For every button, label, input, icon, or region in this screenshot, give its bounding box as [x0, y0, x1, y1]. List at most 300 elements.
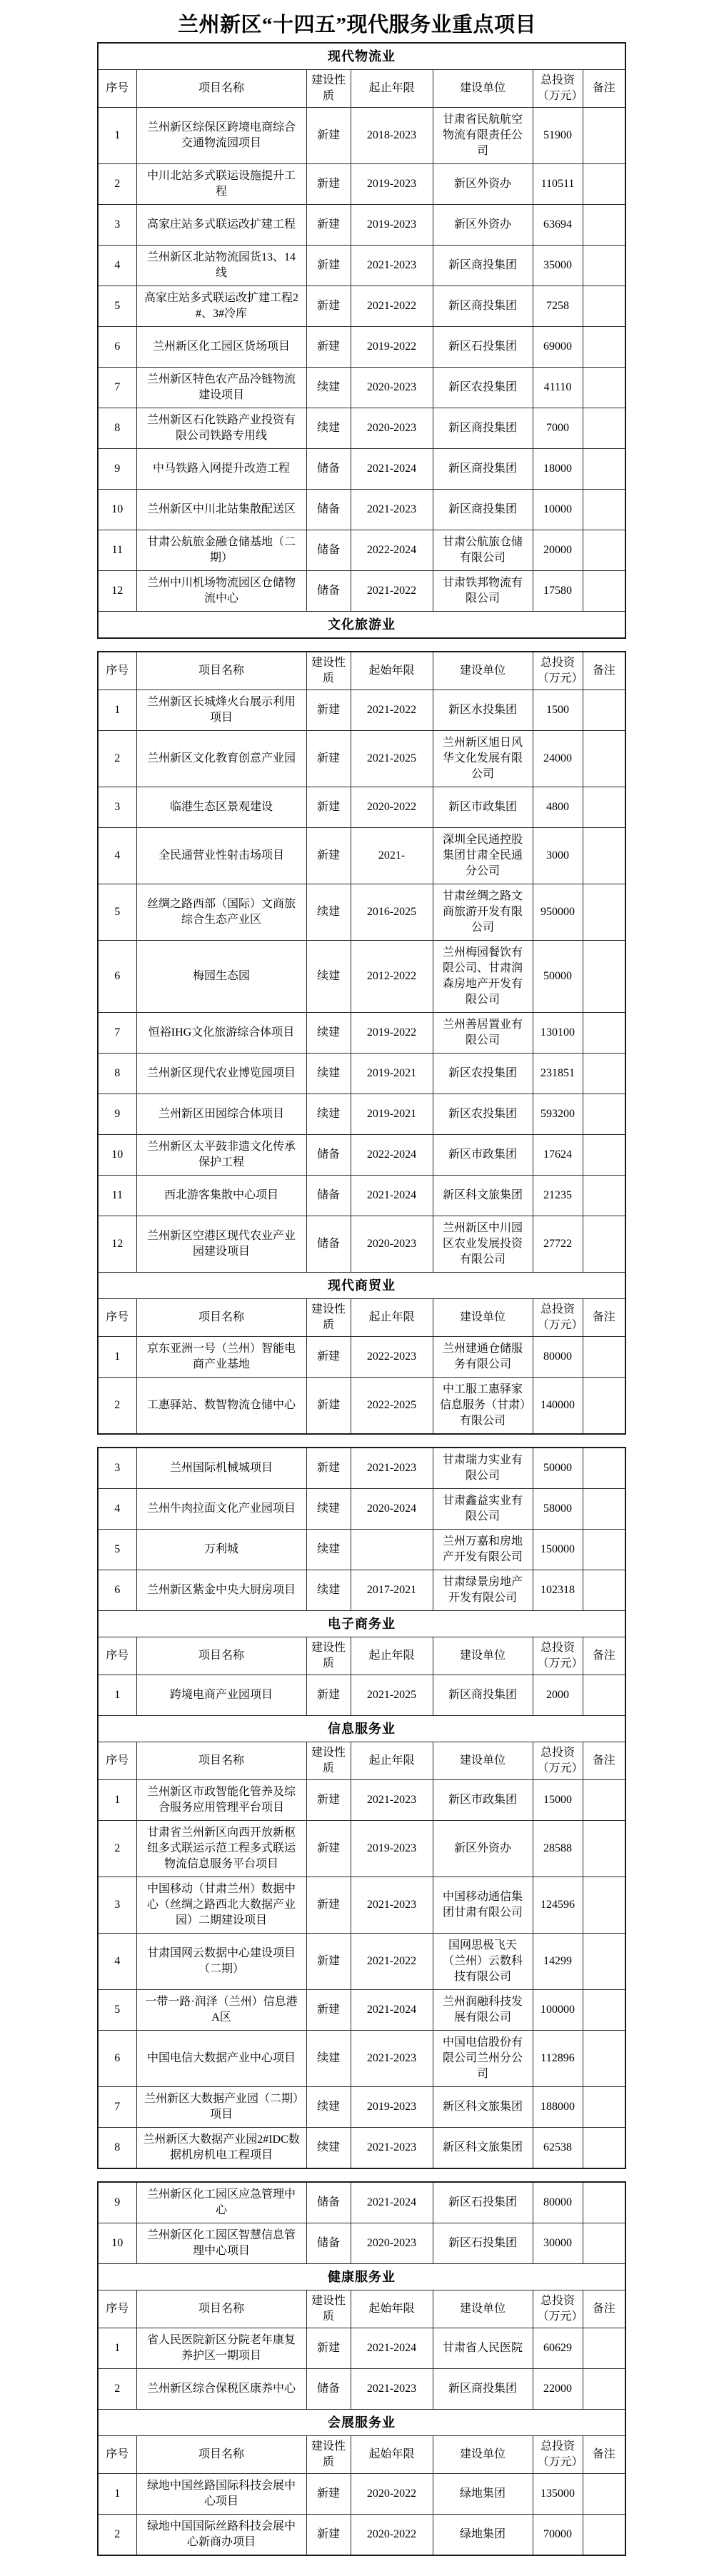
- col-project-name: 临港生态区景观建设: [136, 787, 306, 828]
- col-build-unit: 新区商投集团: [433, 449, 533, 490]
- header-col-project-name: 项目名称: [136, 2290, 306, 2328]
- col-seq: 6: [98, 941, 136, 1013]
- col-investment: 14299: [533, 1934, 583, 1990]
- header-col-investment: 总投资（万元）: [533, 652, 583, 690]
- header-col-build-unit: 建设单位: [433, 652, 533, 690]
- col-remarks: [583, 884, 625, 941]
- col-remarks: [583, 408, 625, 449]
- project-data-row: [98, 1337, 625, 1378]
- col-remarks: [583, 2087, 625, 2128]
- section-title: 健康服务业: [98, 2264, 625, 2290]
- col-build-nature: 新建: [306, 164, 351, 205]
- col-build-unit: 兰州梅园餐饮有限公司、甘肃润森房地产开发有限公司: [433, 941, 533, 1013]
- section-title-row: [98, 1716, 625, 1742]
- header-col-build-unit: 建设单位: [433, 1637, 533, 1675]
- col-years: 2021-2024: [351, 1990, 433, 2031]
- col-investment: 70000: [533, 2515, 583, 2556]
- col-years: 2021-2022: [351, 286, 433, 327]
- header-col-build-nature: 建设性质: [306, 652, 351, 690]
- col-project-name: 万利城: [136, 1530, 306, 1570]
- col-seq: 1: [98, 1780, 136, 1821]
- col-remarks: [583, 2369, 625, 2410]
- col-investment: 593200: [533, 1094, 583, 1135]
- col-investment: 50000: [533, 941, 583, 1013]
- projects-table-block-4: [97, 2181, 626, 2556]
- col-project-name: 兰州新区综保区跨境电商综合交通物流园项目: [136, 108, 306, 164]
- col-seq: 9: [98, 1094, 136, 1135]
- col-project-name: 兰州新区特色农产品冷链物流建设项目: [136, 368, 306, 408]
- col-seq: 3: [98, 1448, 136, 1489]
- col-project-name: 兰州新区文化教育创意产业园: [136, 731, 306, 787]
- col-years: 2021-2025: [351, 1675, 433, 1716]
- col-remarks: [583, 1990, 625, 2031]
- col-build-nature: 续建: [306, 368, 351, 408]
- col-build-nature: 储备: [306, 530, 351, 571]
- col-build-unit: 新区商投集团: [433, 408, 533, 449]
- col-project-name: 兰州新区北站物流园货13、14线: [136, 246, 306, 286]
- col-investment: 58000: [533, 1489, 583, 1530]
- col-project-name: 高家庄站多式联运改扩建工程: [136, 205, 306, 246]
- col-seq: 4: [98, 246, 136, 286]
- project-data-row: [98, 2031, 625, 2087]
- col-years: 2021-2023: [351, 2369, 433, 2410]
- col-build-nature: 续建: [306, 884, 351, 941]
- header-col-build-nature: 建设性质: [306, 1299, 351, 1337]
- header-col-seq: 序号: [98, 2436, 136, 2474]
- col-project-name: 西北游客集散中心项目: [136, 1176, 306, 1216]
- col-project-name: 甘肃省兰州新区向西开放新枢纽多式联运示范工程多式联运物流信息服务平台项目: [136, 1821, 306, 1877]
- col-build-unit: 新区石投集团: [433, 2182, 533, 2223]
- col-build-unit: 新区石投集团: [433, 327, 533, 368]
- col-years: 2021-2023: [351, 2128, 433, 2169]
- col-build-nature: 续建: [306, 1570, 351, 1611]
- col-seq: 2: [98, 2515, 136, 2556]
- col-project-name: 绿地中国丝路国际科技会展中心项目: [136, 2474, 306, 2515]
- col-project-name: 兰州新区大数据产业园2#IDC数据机房机电工程项目: [136, 2128, 306, 2169]
- col-years: 2022-2024: [351, 1135, 433, 1176]
- column-header-row: [98, 70, 625, 108]
- project-data-row: [98, 1780, 625, 1821]
- col-years: 2021-2023: [351, 246, 433, 286]
- col-seq: 8: [98, 2128, 136, 2169]
- col-build-unit: 国网思极飞天（兰州）云数科技有限公司: [433, 1934, 533, 1990]
- header-col-build-nature: 建设性质: [306, 70, 351, 108]
- col-build-nature: 续建: [306, 941, 351, 1013]
- col-investment: 3000: [533, 828, 583, 884]
- col-remarks: [583, 1530, 625, 1570]
- col-build-unit: 甘肃鑫益实业有限公司: [433, 1489, 533, 1530]
- col-years: 2012-2022: [351, 941, 433, 1013]
- col-build-unit: 新区商投集团: [433, 1675, 533, 1716]
- col-investment: 27722: [533, 1216, 583, 1273]
- col-remarks: [583, 530, 625, 571]
- col-investment: 150000: [533, 1530, 583, 1570]
- col-investment: 24000: [533, 731, 583, 787]
- col-investment: 69000: [533, 327, 583, 368]
- col-investment: 60629: [533, 2328, 583, 2369]
- col-build-unit: 新区商投集团: [433, 2369, 533, 2410]
- project-data-row: [98, 1877, 625, 1934]
- col-build-unit: 新区科文旅集团: [433, 2087, 533, 2128]
- col-build-nature: 储备: [306, 2369, 351, 2410]
- col-years: 2019-2021: [351, 1054, 433, 1094]
- column-header-row: [98, 1742, 625, 1780]
- col-remarks: [583, 1176, 625, 1216]
- header-col-build-unit: 建设单位: [433, 2436, 533, 2474]
- col-years: 2021-2024: [351, 1176, 433, 1216]
- col-project-name: 兰州新区中川北站集散配送区: [136, 490, 306, 530]
- project-data-row: [98, 490, 625, 530]
- col-investment: 35000: [533, 246, 583, 286]
- header-col-seq: 序号: [98, 1299, 136, 1337]
- col-remarks: [583, 787, 625, 828]
- project-data-row: [98, 1530, 625, 1570]
- col-years: 2022-2025: [351, 1378, 433, 1435]
- col-build-unit: 兰州万嘉和房地产开发有限公司: [433, 1530, 533, 1570]
- col-seq: 4: [98, 1489, 136, 1530]
- col-build-nature: 续建: [306, 1054, 351, 1094]
- col-investment: 1500: [533, 690, 583, 731]
- col-build-nature: 续建: [306, 408, 351, 449]
- col-build-nature: 储备: [306, 1216, 351, 1273]
- header-col-project-name: 项目名称: [136, 70, 306, 108]
- col-seq: 4: [98, 828, 136, 884]
- col-years: 2021-2025: [351, 731, 433, 787]
- col-remarks: [583, 731, 625, 787]
- header-col-remarks: 备注: [583, 1742, 625, 1780]
- col-build-nature: 续建: [306, 1489, 351, 1530]
- project-data-row: [98, 205, 625, 246]
- col-remarks: [583, 108, 625, 164]
- col-seq: 3: [98, 205, 136, 246]
- col-build-nature: 新建: [306, 286, 351, 327]
- header-col-remarks: 备注: [583, 2290, 625, 2328]
- col-remarks: [583, 2182, 625, 2223]
- header-col-seq: 序号: [98, 1742, 136, 1780]
- col-build-unit: 兰州新区中川园区农业发展投资有限公司: [433, 1216, 533, 1273]
- col-build-unit: 新区科文旅集团: [433, 1176, 533, 1216]
- col-project-name: 全民通营业性射击场项目: [136, 828, 306, 884]
- col-build-nature: 续建: [306, 2128, 351, 2169]
- header-col-investment: 总投资（万元）: [533, 2436, 583, 2474]
- col-project-name: 省人民医院新区分院老年康复养护区一期项目: [136, 2328, 306, 2369]
- col-remarks: [583, 286, 625, 327]
- section-title: 现代商贸业: [98, 1273, 625, 1299]
- col-build-nature: 新建: [306, 1448, 351, 1489]
- col-investment: 80000: [533, 1337, 583, 1378]
- col-years: 2021-: [351, 828, 433, 884]
- col-investment: 28588: [533, 1821, 583, 1877]
- col-build-unit: 新区外资办: [433, 205, 533, 246]
- col-seq: 8: [98, 1054, 136, 1094]
- col-seq: 5: [98, 286, 136, 327]
- project-data-row: [98, 1934, 625, 1990]
- col-remarks: [583, 828, 625, 884]
- header-col-years: 起止年限: [351, 1637, 433, 1675]
- col-years: 2017-2021: [351, 1570, 433, 1611]
- document-page: [0, 9, 714, 2556]
- header-col-build-nature: 建设性质: [306, 2436, 351, 2474]
- col-years: 2016-2025: [351, 884, 433, 941]
- col-years: 2019-2023: [351, 205, 433, 246]
- col-project-name: 兰州牛肉拉面文化产业园项目: [136, 1489, 306, 1530]
- projects-table-block-3: [97, 1447, 626, 2169]
- project-data-row: [98, 2223, 625, 2264]
- col-seq: 2: [98, 164, 136, 205]
- col-project-name: 京东亚洲一号（兰州）智能电商产业基地: [136, 1337, 306, 1378]
- column-header-row: [98, 1299, 625, 1337]
- col-remarks: [583, 1337, 625, 1378]
- project-data-row: [98, 787, 625, 828]
- col-seq: 9: [98, 2182, 136, 2223]
- col-project-name: 兰州新区现代农业博览园项目: [136, 1054, 306, 1094]
- col-build-unit: 甘肃绿景房地产开发有限公司: [433, 1570, 533, 1611]
- col-build-unit: 中国移动通信集团甘肃有限公司: [433, 1877, 533, 1934]
- col-seq: 12: [98, 1216, 136, 1273]
- col-build-unit: 绿地集团: [433, 2474, 533, 2515]
- col-project-name: 中国电信大数据产业中心项目: [136, 2031, 306, 2087]
- header-col-project-name: 项目名称: [136, 2436, 306, 2474]
- header-col-investment: 总投资（万元）: [533, 1742, 583, 1780]
- col-build-unit: 新区外资办: [433, 164, 533, 205]
- col-build-nature: 新建: [306, 787, 351, 828]
- col-project-name: 兰州新区化工园区货场项目: [136, 327, 306, 368]
- project-data-row: [98, 246, 625, 286]
- col-build-unit: 新区市政集团: [433, 1135, 533, 1176]
- header-col-build-unit: 建设单位: [433, 2290, 533, 2328]
- header-col-project-name: 项目名称: [136, 1299, 306, 1337]
- section-title: 电子商务业: [98, 1611, 625, 1637]
- col-investment: 15000: [533, 1780, 583, 1821]
- col-years: 2021-2024: [351, 2182, 433, 2223]
- section-title-row: [98, 2410, 625, 2436]
- project-data-row: [98, 408, 625, 449]
- col-remarks: [583, 1780, 625, 1821]
- col-seq: 2: [98, 731, 136, 787]
- col-seq: 6: [98, 2031, 136, 2087]
- col-remarks: [583, 1675, 625, 1716]
- col-years: 2021-2024: [351, 449, 433, 490]
- project-data-row: [98, 2087, 625, 2128]
- project-data-row: [98, 1135, 625, 1176]
- col-years: 2021-2022: [351, 1934, 433, 1990]
- col-remarks: [583, 2031, 625, 2087]
- col-investment: 950000: [533, 884, 583, 941]
- header-col-build-unit: 建设单位: [433, 1299, 533, 1337]
- col-investment: 130100: [533, 1013, 583, 1054]
- col-investment: 100000: [533, 1990, 583, 2031]
- project-data-row: [98, 449, 625, 490]
- col-remarks: [583, 1054, 625, 1094]
- col-project-name: 兰州新区化工园区应急管理中心: [136, 2182, 306, 2223]
- col-years: 2018-2023: [351, 108, 433, 164]
- col-seq: 10: [98, 490, 136, 530]
- col-project-name: 跨境电商产业园项目: [136, 1675, 306, 1716]
- project-data-row: [98, 690, 625, 731]
- project-data-row: [98, 828, 625, 884]
- col-investment: 231851: [533, 1054, 583, 1094]
- col-seq: 5: [98, 884, 136, 941]
- col-remarks: [583, 2515, 625, 2556]
- column-header-row: [98, 2290, 625, 2328]
- col-build-unit: 中工服工惠驿家信息服务（甘肃）有限公司: [433, 1378, 533, 1435]
- col-build-unit: 新区石投集团: [433, 2223, 533, 2264]
- col-remarks: [583, 490, 625, 530]
- col-investment: 110511: [533, 164, 583, 205]
- col-remarks: [583, 327, 625, 368]
- col-build-unit: 甘肃铁邦物流有限公司: [433, 571, 533, 612]
- col-build-nature: 续建: [306, 1530, 351, 1570]
- header-col-years: 起止年限: [351, 1742, 433, 1780]
- col-build-nature: 储备: [306, 1135, 351, 1176]
- project-data-row: [98, 1570, 625, 1611]
- col-build-nature: 新建: [306, 1821, 351, 1877]
- col-seq: 1: [98, 1675, 136, 1716]
- col-investment: 7000: [533, 408, 583, 449]
- col-investment: 4800: [533, 787, 583, 828]
- header-col-project-name: 项目名称: [136, 1637, 306, 1675]
- col-build-nature: 新建: [306, 1990, 351, 2031]
- col-seq: 12: [98, 571, 136, 612]
- col-remarks: [583, 205, 625, 246]
- col-build-unit: 中国电信股份有限公司兰州分公司: [433, 2031, 533, 2087]
- col-years: 2021-2022: [351, 690, 433, 731]
- col-seq: 9: [98, 449, 136, 490]
- project-data-row: [98, 1489, 625, 1530]
- col-years: 2020-2024: [351, 1489, 433, 1530]
- col-project-name: 绿地中国国际丝路科技会展中心新商办项目: [136, 2515, 306, 2556]
- col-project-name: 兰州新区大数据产业园（二期）项目: [136, 2087, 306, 2128]
- col-project-name: 兰州新区紫金中央大厨房项目: [136, 1570, 306, 1611]
- col-remarks: [583, 2128, 625, 2169]
- col-seq: 7: [98, 368, 136, 408]
- project-data-row: [98, 164, 625, 205]
- col-years: 2019-2023: [351, 1821, 433, 1877]
- col-build-unit: 绿地集团: [433, 2515, 533, 2556]
- col-build-nature: 新建: [306, 1675, 351, 1716]
- col-investment: 80000: [533, 2182, 583, 2223]
- col-project-name: 兰州新区市政智能化管养及综合服务应用管理平台项目: [136, 1780, 306, 1821]
- col-build-nature: 储备: [306, 571, 351, 612]
- col-build-unit: 兰州善居置业有限公司: [433, 1013, 533, 1054]
- col-remarks: [583, 1135, 625, 1176]
- header-col-investment: 总投资（万元）: [533, 1299, 583, 1337]
- col-remarks: [583, 1877, 625, 1934]
- col-investment: 30000: [533, 2223, 583, 2264]
- col-project-name: 兰州新区太平鼓非遗文化传承保护工程: [136, 1135, 306, 1176]
- col-years: 2020-2022: [351, 787, 433, 828]
- col-investment: 140000: [533, 1378, 583, 1435]
- col-build-unit: 甘肃瑞力实业有限公司: [433, 1448, 533, 1489]
- col-project-name: 兰州新区田园综合体项目: [136, 1094, 306, 1135]
- col-build-nature: 新建: [306, 246, 351, 286]
- col-build-unit: 新区商投集团: [433, 246, 533, 286]
- col-seq: 6: [98, 1570, 136, 1611]
- col-investment: 2000: [533, 1675, 583, 1716]
- col-project-name: 丝绸之路西部（国际）文商旅综合生态产业区: [136, 884, 306, 941]
- col-investment: 112896: [533, 2031, 583, 2087]
- col-seq: 10: [98, 1135, 136, 1176]
- col-investment: 102318: [533, 1570, 583, 1611]
- col-seq: 2: [98, 1378, 136, 1435]
- project-data-row: [98, 1448, 625, 1489]
- col-project-name: 中川北站多式联运设施提升工程: [136, 164, 306, 205]
- col-seq: 10: [98, 2223, 136, 2264]
- col-build-nature: 新建: [306, 2515, 351, 2556]
- col-years: 2021-2023: [351, 1448, 433, 1489]
- col-build-nature: 新建: [306, 1378, 351, 1435]
- project-data-row: [98, 286, 625, 327]
- col-seq: 3: [98, 787, 136, 828]
- col-build-unit: 兰州润融科技发展有限公司: [433, 1990, 533, 2031]
- project-data-row: [98, 530, 625, 571]
- col-seq: 8: [98, 408, 136, 449]
- col-remarks: [583, 246, 625, 286]
- project-data-row: [98, 368, 625, 408]
- col-seq: 1: [98, 690, 136, 731]
- col-project-name: 一带一路·润泽（兰州）信息港A区: [136, 1990, 306, 2031]
- section-title: 现代物流业: [98, 43, 625, 70]
- col-project-name: 兰州中川机场物流园区仓储物流中心: [136, 571, 306, 612]
- project-data-row: [98, 2328, 625, 2369]
- col-build-unit: 新区市政集团: [433, 787, 533, 828]
- section-title-row: [98, 2264, 625, 2290]
- col-seq: 7: [98, 2087, 136, 2128]
- col-project-name: 兰州新区空港区现代农业产业园建设项目: [136, 1216, 306, 1273]
- col-remarks: [583, 164, 625, 205]
- col-investment: 18000: [533, 449, 583, 490]
- column-header-row: [98, 1637, 625, 1675]
- col-seq: 1: [98, 2474, 136, 2515]
- col-project-name: 兰州新区综合保税区康养中心: [136, 2369, 306, 2410]
- header-col-years: 起始年限: [351, 2290, 433, 2328]
- col-years: 2021-2022: [351, 571, 433, 612]
- col-years: 2020-2022: [351, 2474, 433, 2515]
- col-years: 2021-2024: [351, 2328, 433, 2369]
- col-project-name: 恒裕IHG文化旅游综合体项目: [136, 1013, 306, 1054]
- project-data-row: [98, 2515, 625, 2556]
- document-title: 兰州新区“十四五”现代服务业重点项目: [177, 14, 536, 36]
- project-data-row: [98, 2182, 625, 2223]
- column-header-row: [98, 652, 625, 690]
- col-investment: 20000: [533, 530, 583, 571]
- col-investment: 63694: [533, 205, 583, 246]
- col-build-unit: 甘肃省人民医院: [433, 2328, 533, 2369]
- col-build-unit: 新区商投集团: [433, 490, 533, 530]
- col-seq: 4: [98, 1934, 136, 1990]
- col-years: 2021-2023: [351, 1780, 433, 1821]
- col-investment: 62538: [533, 2128, 583, 2169]
- col-build-nature: 新建: [306, 205, 351, 246]
- col-project-name: 中国移动（甘肃兰州）数据中心（丝绸之路西北大数据产业园）二期建设项目: [136, 1877, 306, 1934]
- col-years: 2021-2023: [351, 490, 433, 530]
- col-years: 2021-2023: [351, 2031, 433, 2087]
- header-col-remarks: 备注: [583, 1299, 625, 1337]
- col-build-nature: 新建: [306, 1780, 351, 1821]
- col-seq: 1: [98, 2328, 136, 2369]
- col-remarks: [583, 1378, 625, 1435]
- col-remarks: [583, 941, 625, 1013]
- col-build-nature: 新建: [306, 108, 351, 164]
- section-title: 信息服务业: [98, 1716, 625, 1742]
- col-years: 2020-2023: [351, 408, 433, 449]
- col-build-nature: 续建: [306, 1094, 351, 1135]
- col-remarks: [583, 368, 625, 408]
- col-build-unit: 新区商投集团: [433, 286, 533, 327]
- col-remarks: [583, 690, 625, 731]
- project-data-row: [98, 2369, 625, 2410]
- col-investment: 51900: [533, 108, 583, 164]
